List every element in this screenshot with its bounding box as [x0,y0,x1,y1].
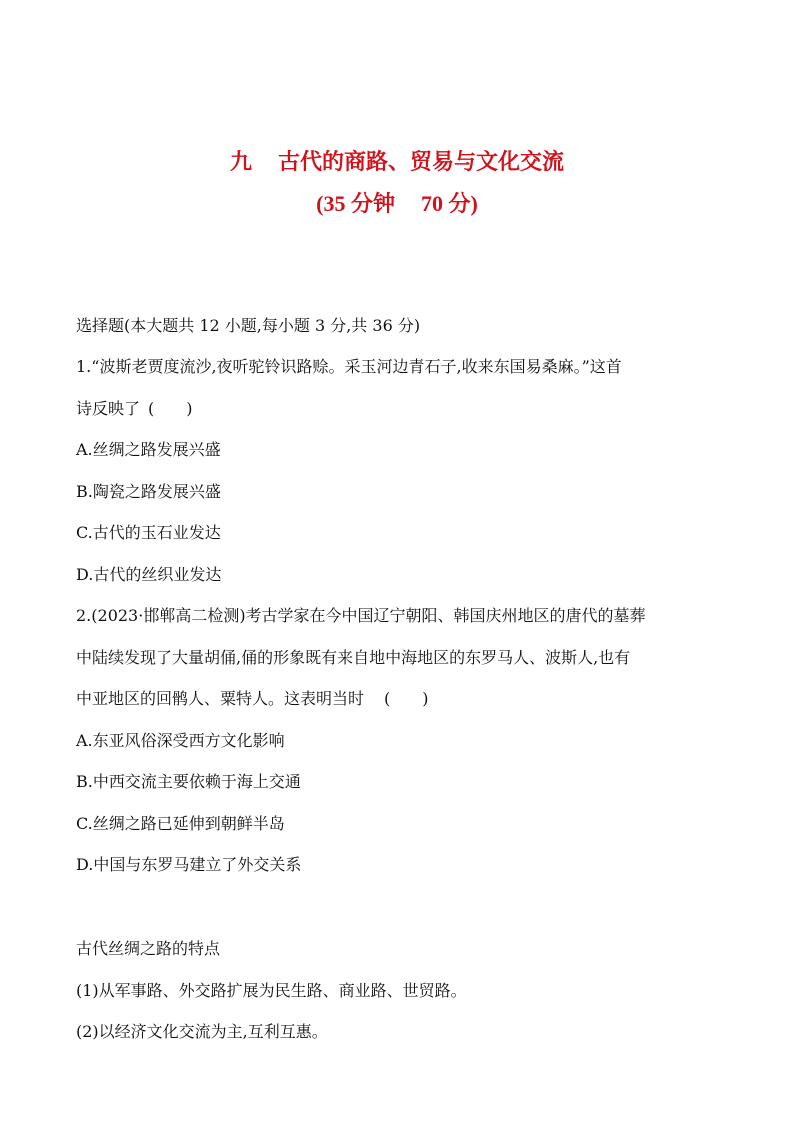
question-2-option-d: D.中国与东罗马建立了外交关系 [76,855,302,874]
subtitle-score: 70 分) [421,191,478,216]
question-2-option-b: B.中西交流主要依赖于海上交通 [76,772,301,791]
question-2-stem-line-3: 中亚地区的回鹘人、粟特人。这表明当时 ( ) [76,689,429,708]
question-2-option-c: C.丝绸之路已延伸到朝鲜半岛 [76,814,285,833]
question-1-option-a: A.丝绸之路发展兴盛 [76,440,221,459]
title-number: 九 [229,150,252,175]
subtitle-time: (35 分钟 [316,191,395,216]
page-subtitle [0,187,794,218]
notes-item-2: (2)以经济文化交流为主,互利互惠。 [76,1022,328,1041]
question-1-option-c: C.古代的玉石业发达 [76,523,221,542]
question-2-stem-line-1: 2.(2023·邯郸高二检测)考古学家在今中国辽宁朝阳、韩国庆州地区的唐代的墓葬 [76,606,646,625]
question-1-stem-line-2: 诗反映了 ( ) [76,399,193,418]
title-text: 古代的商路、贸易与文化交流 [278,150,565,175]
notes-item-1: (1)从军事路、外交路扩展为民生路、商业路、世贸路。 [76,981,467,1000]
page-title [0,145,794,176]
question-2-stem-line-2: 中陆续发现了大量胡俑,俑的形象既有来自地中海地区的东罗马人、波斯人,也有 [76,648,631,667]
answer-blank: ( ) [384,689,429,708]
notes-heading: 古代丝绸之路的特点 [76,939,221,958]
question-1-option-b: B.陶瓷之路发展兴盛 [76,482,221,501]
question-1-stem-line-1: 1.“波斯老贾度流沙,夜听驼铃识路赊。采玉河边青石子,收来东国易桑麻。”这首 [76,357,622,376]
question-2-option-a: A.东亚风俗深受西方文化影响 [76,731,285,750]
question-1-option-d: D.古代的丝织业发达 [76,565,222,584]
section-heading: 选择题(本大题共 12 小题,每小题 3 分,共 36 分) [76,316,421,335]
answer-blank: ( ) [148,399,193,418]
